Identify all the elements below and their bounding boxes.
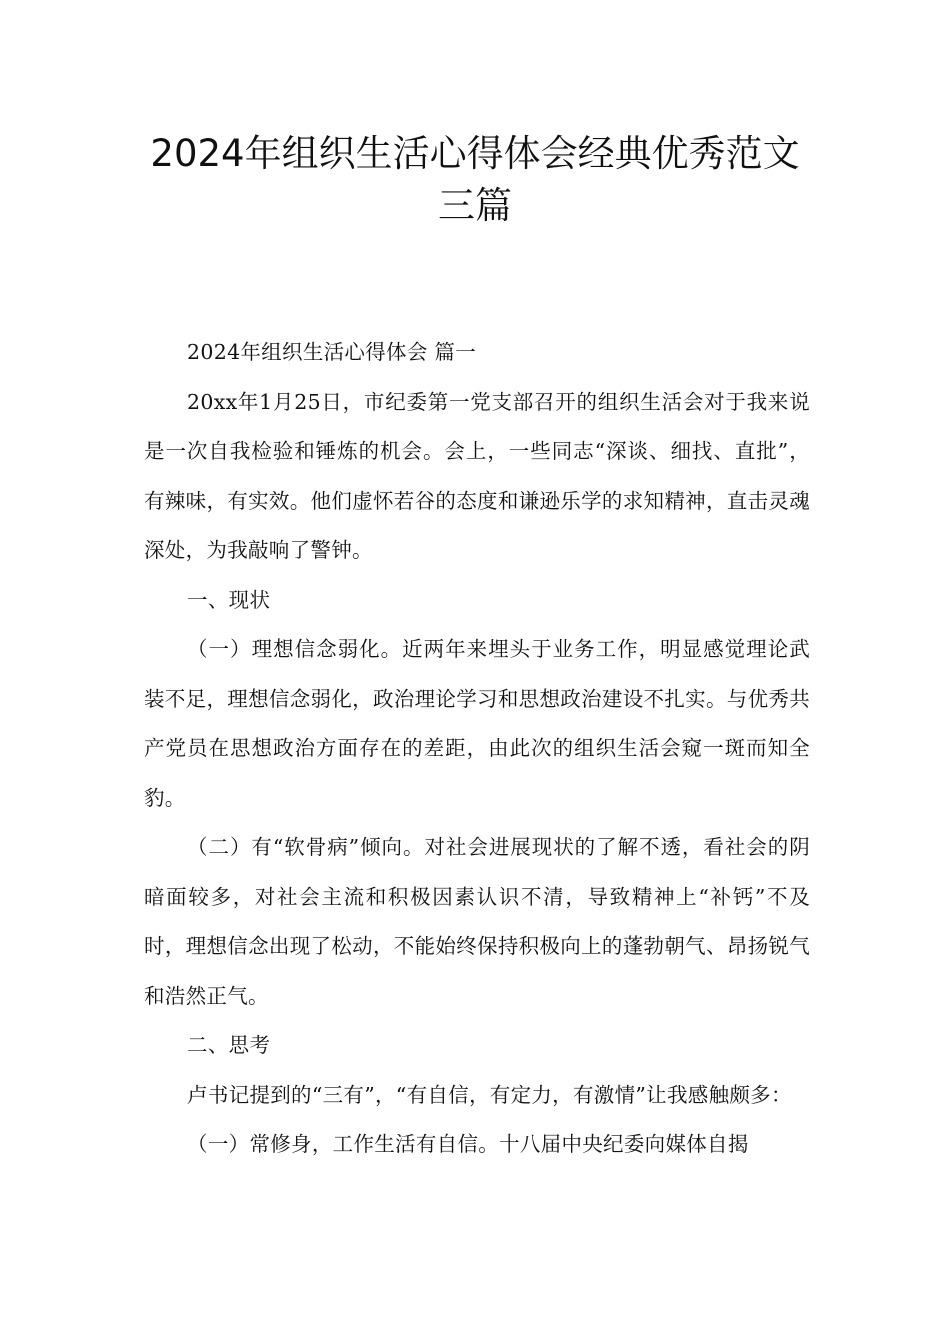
paragraph-intro: 20xx年1月25日，市纪委第一党支部召开的组织生活会对于我来说是一次自我检验和锤炼的机会。会上，一些同志“深谈、细找、直批”，有辣味，有实效。他们虚怀若谷的态度和谦逊乐学的求知精神，直击灵魂深处，为我敲响了警钟。 — [144, 389, 810, 562]
document-body — [144, 328, 810, 1170]
paragraph-status-1: （一）理想信念弱化。近两年来埋头于业务工作，明显感觉理论武装不足，理想信念弱化，政治理论学习和思想政治建设不扎实。与优秀共产党员在思想政治方面存在的差距，由此次的组织生活会窥一斑而知全豹。 — [144, 637, 810, 810]
section-heading-status: 一、现状 — [187, 587, 271, 612]
paragraph-status-2: （二）有“软骨病”倾向。对社会进展现状的了解不透，看社会的阴暗面较多，对社会主流和积极因素认识不清，导致精神上“补钙”不及时，理想信念出现了松动，不能始终保持积极向上的蓬勃朝气、昂扬锐气和浩然正气。 — [144, 835, 810, 1008]
paragraph-thinking-intro: 卢书记提到的“三有”，“有自信，有定力，有激情”让我感触颇多： — [187, 1082, 792, 1107]
paragraph-thinking-1: （一）常修身，工作生活有自信。十八届中央纪委向媒体自揭 — [187, 1132, 749, 1156]
document-title-line-2: 三篇 — [438, 184, 512, 227]
section-heading-part-one: 2024年组织生活心得体会 篇一 — [187, 340, 477, 364]
section-heading-thinking: 二、思考 — [187, 1033, 271, 1057]
document-title-line-1: 2024年组织生活心得体会经典优秀范文 — [150, 132, 800, 175]
document-title — [120, 128, 830, 232]
